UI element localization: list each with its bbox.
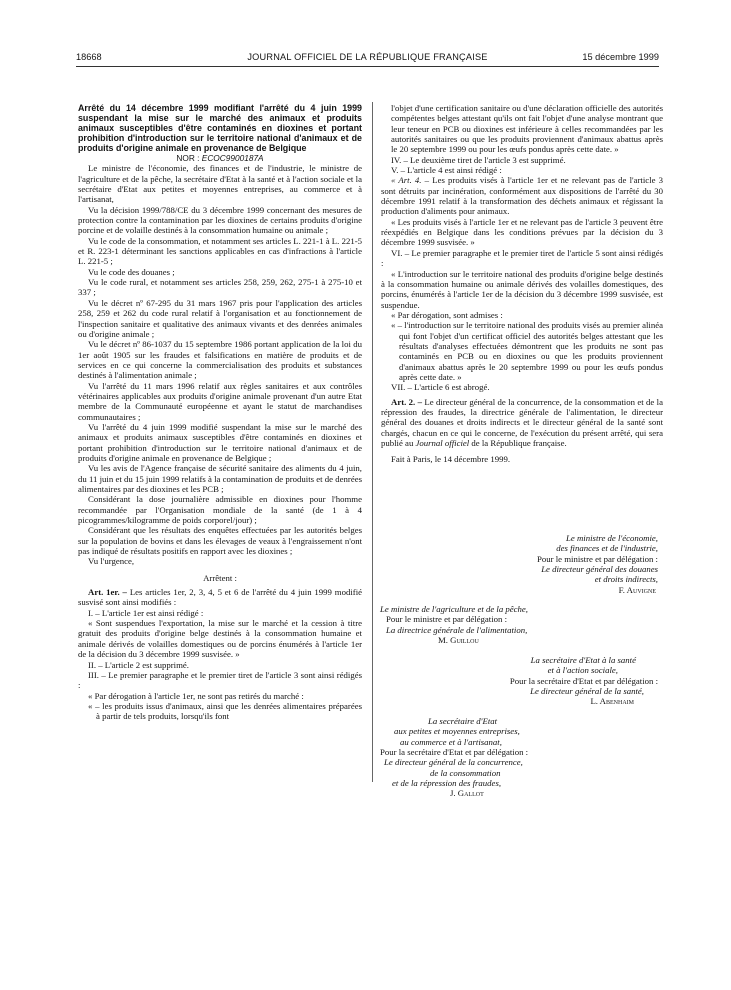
section-vii: VII. – L'article 6 est abrogé. <box>391 382 490 393</box>
section-ii: II. – L'article 2 est supprimé. <box>88 659 189 670</box>
article-1-label: Art. 1er. – <box>88 587 127 598</box>
article-2-end: de la République française. <box>471 438 567 448</box>
signature-role: Le directeur général de la santé, <box>530 686 644 697</box>
signature-role: aux petites et moyennes entreprises, <box>394 726 520 737</box>
section-vi-item: « – l'introduction sur le territoire national des produits visés au premier alinéa qui font l'objet d'un certificat officiel des autorités belges attestant que les résultats d'analyses effectuées démontrent que les produits ne sont pas contaminés en PCB ou en dioxines ou que les produits proviennent d'animaux abattus après le 20 septembre 1999 ou pour les œufs pondus après cette date. » <box>391 320 663 382</box>
signature-role: au commerce et à l'artisanat, <box>400 736 502 747</box>
visa-paragraph: Vu l'arrêté du 11 mars 1996 relatif aux règles sanitaires et aux contrôles vétérinaires applicables aux produits d'origine animale provenant d'un autre Etat membre de la Communauté européenne et ayant le statut de marchandises communautaires ; <box>78 380 362 422</box>
section-iii-item: « – les produits issus d'animaux, ainsi que les denrées alimentaires préparées à partir de tels produits, lorsqu'ils font <box>88 700 362 722</box>
visa-paragraph: Vu le décret nº 67-295 du 31 mars 1967 pris pour l'application des articles 258, 259 et 262 du code rural relatif à l'organisation et au fonctionnement de l'inspection sanitaire et qualitative des animaux vivants et des denrées animales ou d'origine animale ; <box>78 297 362 339</box>
signature-agriculture <box>380 604 640 645</box>
signature-delegation: Pour le ministre et par délégation : <box>386 614 508 625</box>
signatory-name: J. Gallot <box>450 788 484 799</box>
signature-role: de la consommation <box>430 767 501 778</box>
nor-reference <box>78 153 362 163</box>
signature-role: Le directeur général des douanes <box>541 564 658 575</box>
signature-delegation: Pour le ministre et par délégation : <box>536 553 658 564</box>
decree-title: Arrêté du 14 décembre 1999 modifiant l'arrêté du 4 juin 1999 suspendant la mise sur le marché des animaux et produits animaux susceptibles d'être contaminés en dioxines et portant prohibition d'introduction sur le territoire national d'animaux et de produits d'origine animale en provenance de Belgique <box>78 103 362 153</box>
section-iv: IV. – Le deuxième tiret de l'article 3 est supprimé. <box>391 154 566 165</box>
section-i-quote: « Sont suspendues l'exportation, la mise sur le marché et la cession à titre gratuit des produits d'origine belge destinés à la consommation humaine et animale dérivés de volailles domestiques ou de porcins énumérés à l'article 1er de la décision du 3 décembre 1999 susvisée. » <box>78 618 362 660</box>
considerant-paragraph: Considérant la dose journalière admissible en dioxines pour l'homme recommandée par l'Organisation mondiale de la santé (de 1 à 4 picogrammes/kilogramme de poids corporel/jour) ; <box>78 494 362 526</box>
arretent-heading: Arrêtent : <box>203 572 237 583</box>
article-4 <box>381 175 663 216</box>
signatory-name: L. Abenhaim <box>590 696 634 707</box>
issue-date: 15 décembre 1999 <box>582 52 659 62</box>
signature-role: La secrétaire d'Etat <box>428 716 498 726</box>
signature-role: des finances et de l'industrie, <box>556 543 658 554</box>
signature-role: Le ministre de l'agriculture et de la pêche, <box>380 604 528 614</box>
signature-economy <box>430 533 658 595</box>
article-4-text: Les produits visés à l'article 1er et ne relevant pas de l'article 3 sont détruits par incinération, conformément aux dispositions de l'arrêté du 30 décembre 1991 relatif à la transformation des déchets animaux et régissant la production d'aliments pour animaux. <box>381 175 664 217</box>
urgency-paragraph: Vu l'urgence, <box>88 556 135 567</box>
section-vi: VI. – Le premier paragraphe et le premier tiret de l'article 5 sont ainsi rédigés : <box>381 247 663 269</box>
article-2 <box>381 397 663 449</box>
section-vi-quote: « L'introduction sur le territoire national des produits d'origine belge destinés à la consommation humaine ou animale dérivés des volailles domestiques, des porcins, énumérés à l'article 1er de la décision du 3 décembre 1999 susvisée, est suspendue. <box>381 268 663 310</box>
signatory-name: M. Guillou <box>438 635 479 646</box>
signature-role: La directrice générale de l'alimentation, <box>386 624 528 635</box>
article-4-label: « Art. 4. – <box>391 175 430 186</box>
section-i: I. – L'article 1er est ainsi rédigé : <box>88 607 204 618</box>
signature-role: La secrétaire d'Etat à la santé <box>530 655 636 665</box>
continued-item: l'objet d'une certification sanitaire ou d'une déclaration officielle des autorités compétentes belges attestant qu'ils ont fait l'objet d'une analyse montrant que leur teneur en PCB ou dioxines est inférieure à celles recommandées par les autorités sanitaires ou que les produits proviennent d'animaux abattus après le 20 septembre 1999 ou pour les œufs pondus après cette date. » <box>391 103 663 155</box>
page-number: 18668 <box>76 52 102 62</box>
section-v: V. – L'article 4 est ainsi rédigé : <box>391 165 502 176</box>
article-2-label: Art. 2. – <box>391 396 422 407</box>
section-iii-quote: « Par dérogation à l'article 1er, ne sont pas retirés du marché : <box>88 690 304 701</box>
considerant-paragraph: Considérant que les résultats des enquêtes effectuées par les autorités belges sur la population de bovins et dans les élevages de veaux à l'engraissement n'ont pas indiqué de résultats positifs en rapport avec les dioxines ; <box>78 525 362 557</box>
article-1 <box>78 587 362 608</box>
article-2-text: Le directeur général de la concurrence, de la consommation et de la répression des fraudes, la directrice générale de l'alimentation, le directeur général des douanes et droits indirects et le directeur général de la santé sont chargés, chacun en ce qui le concerne, de l'exécution du présent arrêté, qui sera publié au <box>381 396 663 448</box>
left-column <box>78 103 362 722</box>
visa-paragraph: Vu le décret nº 86-1037 du 15 septembre 1986 portant application de la loi du 1er août 1905 sur les fraudes et falsifications en matière de produits et de services en ce qui concerne la commercialisation des produits et substances destinés à l'alimentation animale ; <box>78 339 362 381</box>
section-vi-derogation: « Par dérogation, sont admises : <box>391 309 503 320</box>
signature-role: et à l'action sociale, <box>547 665 618 676</box>
visa-paragraph: Vu l'arrêté du 4 juin 1999 modifié suspendant la mise sur le marché des animaux et produits animaux susceptibles d'être contaminés en dioxines et portant prohibition d'introduction sur le territoire national d'animaux et de produits d'origine animale en provenance de Belgique ; <box>78 421 362 463</box>
signature-role: et droits indirects, <box>594 574 658 585</box>
journal-officiel-ref: Journal officiel <box>415 438 470 448</box>
nor-code: ECOC9900187A <box>201 153 264 163</box>
visa-paragraph: Vu la décision 1999/788/CE du 3 décembre 1999 concernant des mesures de protection contre la contamination par les dioxines de certains produits d'origine porcine et de volaille destinés à la consommation humaine ou animale ; <box>78 204 362 236</box>
signature-role: Le directeur général de la concurrence, <box>384 757 523 768</box>
signature-delegation: Pour la secrétaire d'Etat et par délégation : <box>509 675 658 686</box>
journal-title: JOURNAL OFFICIEL DE LA RÉPUBLIQUE FRANÇAISE <box>247 52 488 62</box>
visa-paragraph: Vu le code des douanes ; <box>88 266 175 277</box>
article-1-text: Les articles 1er, 2, 3, 4, 5 et 6 de l'arrêté du 4 juin 1999 modifié susvisé sont ainsi modifiés : <box>78 587 363 608</box>
signature-sme <box>380 716 640 799</box>
preamble-ministers: Le ministre de l'économie, des finances et de l'industrie, le ministre de l'agriculture et de la pêche, la secrétaire d'Etat à la santé et à l'action sociale et la secrétaire d'Etat aux petites et moyennes entreprises, au commerce et à l'artisanat, <box>78 163 362 205</box>
header-rule <box>76 66 659 67</box>
visa-paragraph: Vu les avis de l'Agence française de sécurité sanitaire des aliments du 4 juin, du 11 juin et du 15 juin 1999 relatifs à la contamination de produits et de denrées alimentaires par des dioxines et les PCB ; <box>78 463 362 494</box>
signature-role: et de la répression des fraudes, <box>392 778 502 789</box>
signing-place-date: Fait à Paris, le 14 décembre 1999. <box>391 454 511 465</box>
visa-paragraph: Vu le code de la consommation, et notamment ses articles L. 221-1 à L. 221-5 et R. 223-1 déterminant les sanctions applicables en cas d'infractions à l'article L. 221-5 ; <box>78 235 362 267</box>
right-column <box>381 103 663 465</box>
signature-health <box>430 655 658 707</box>
column-separator <box>372 102 373 782</box>
section-iii: III. – Le premier paragraphe et le premier tiret de l'article 3 sont ainsi rédigés : <box>78 669 362 691</box>
visa-paragraph: Vu le code rural, et notamment ses articles 258, 259, 262, 275-1 à 275-10 et 337 ; <box>78 277 362 298</box>
nor-label: NOR : <box>176 153 200 163</box>
signature-role: Le ministre de l'économie, <box>566 533 658 543</box>
article-4-paragraph-2: « Les produits visés à l'article 1er et ne relevant pas de l'article 3 peuvent être réexpédiés en Belgique dans les conditions prévues par la décision du 3 décembre 1999 susvisée. » <box>381 216 663 248</box>
signatory-name: F. Auvigne <box>618 584 656 595</box>
signature-delegation: Pour la secrétaire d'Etat et par délégation : <box>380 747 529 758</box>
